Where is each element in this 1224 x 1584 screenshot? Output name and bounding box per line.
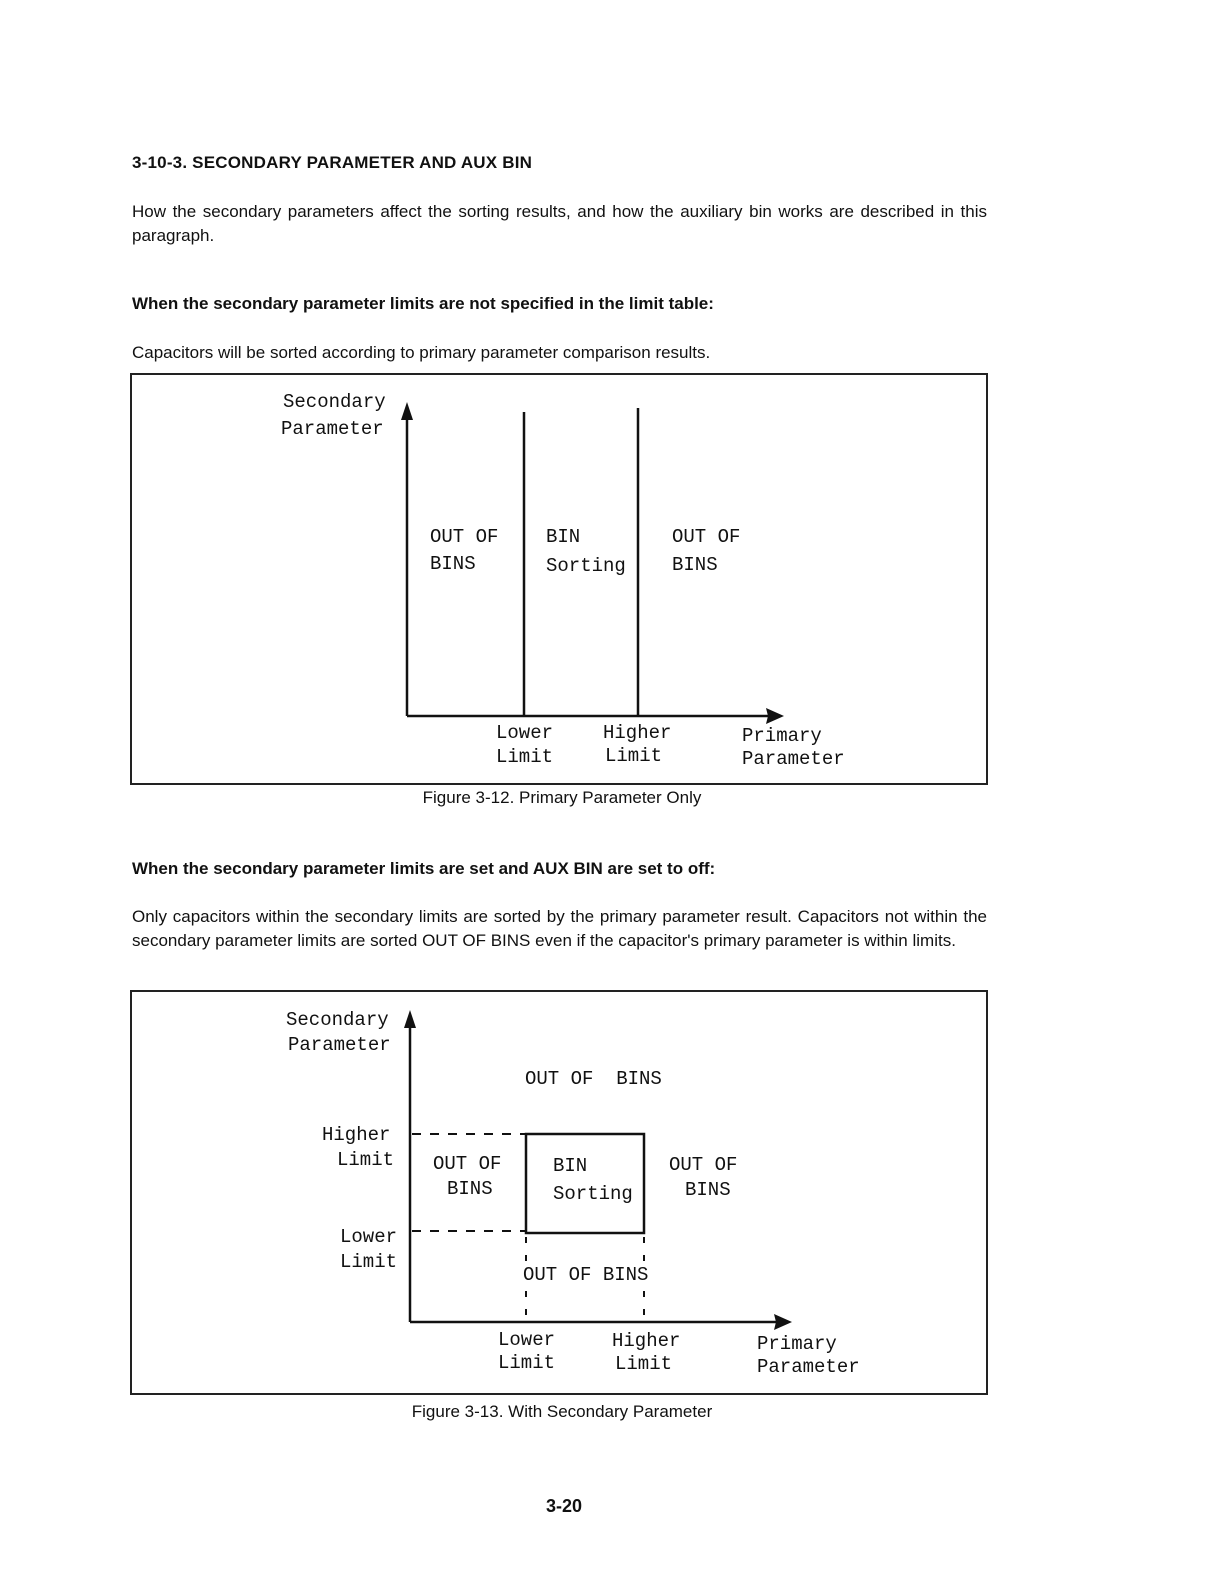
- fig1-right-region-1: OUT OF: [672, 526, 741, 548]
- fig1-x-label-2: Parameter: [742, 748, 845, 770]
- fig2-y-label-2: Parameter: [288, 1034, 391, 1056]
- fig1-y-arrowhead: [401, 402, 413, 420]
- fig2-left-region-2: BINS: [447, 1178, 493, 1200]
- fig1-x-arrowhead: [766, 708, 784, 724]
- fig1-left-region-2: BINS: [430, 553, 476, 575]
- fig2-higher-ytick-1: Higher: [322, 1124, 391, 1146]
- fig1-middle-region-1: BIN: [546, 526, 581, 548]
- fig2-top-region: OUT OF BINS: [525, 1068, 662, 1090]
- fig1-right-region-2: BINS: [672, 554, 718, 576]
- fig1-y-label-1: Secondary: [283, 391, 386, 413]
- fig2-center-region-1: BIN: [553, 1155, 588, 1177]
- case1-text: Capacitors will be sorted according to primary parameter comparison results.: [132, 343, 711, 362]
- fig2-left-region-1: OUT OF: [433, 1153, 502, 1175]
- fig2-x-label-1: Primary: [757, 1333, 837, 1355]
- page-number: 3-20: [545, 1496, 583, 1516]
- fig2-lower-ytick-2: Limit: [340, 1251, 398, 1273]
- fig2-higher-ytick-2: Limit: [337, 1149, 395, 1171]
- fig2-y-label-1: Secondary: [286, 1009, 389, 1031]
- fig2-higher-xtick-1: Higher: [612, 1330, 681, 1352]
- case2-heading: When the secondary parameter limits are set and AUX BIN are set to off:: [132, 859, 716, 878]
- fig2-x-label-2: Parameter: [757, 1356, 860, 1378]
- figure-3-12-caption: Figure 3-12. Primary Parameter Only: [422, 788, 702, 807]
- case2-text: Only capacitors within the secondary limits are sorted by the primary parameter result. Capacitors not within the secondary parameter limits are sorted OUT OF BINS even if the capacitor's primary parameter is within limits.: [132, 907, 987, 950]
- fig2-lower-ytick-1: Lower: [340, 1226, 398, 1248]
- section-heading: 3-10-3. SECONDARY PARAMETER AND AUX BIN: [132, 153, 533, 172]
- case1-heading: When the secondary parameter limits are not specified in the limit table:: [132, 294, 714, 313]
- fig2-right-region-1: OUT OF: [669, 1154, 738, 1176]
- fig1-middle-region-2: Sorting: [546, 555, 626, 577]
- fig2-lower-xtick-1: Lower: [498, 1329, 556, 1351]
- fig1-lower-tick-1: Lower: [496, 722, 554, 744]
- fig2-center-region-2: Sorting: [553, 1183, 633, 1205]
- fig2-higher-xtick-2: Limit: [615, 1353, 673, 1375]
- fig1-x-label-1: Primary: [742, 725, 822, 747]
- fig1-y-label-2: Parameter: [281, 418, 384, 440]
- fig2-lower-xtick-2: Limit: [498, 1352, 556, 1374]
- fig1-left-region-1: OUT OF: [430, 526, 499, 548]
- fig2-right-region-2: BINS: [685, 1179, 731, 1201]
- fig1-higher-tick-2: Limit: [605, 745, 663, 767]
- fig1-higher-tick-1: Higher: [603, 722, 672, 744]
- fig2-bottom-region: OUT OF BINS: [523, 1264, 649, 1286]
- intro-paragraph: How the secondary parameters affect the sorting results, and how the auxiliary bin works are described in this paragraph.: [132, 202, 987, 245]
- figure-3-13-caption: Figure 3-13. With Secondary Parameter: [411, 1402, 713, 1421]
- fig1-lower-tick-2: Limit: [496, 746, 554, 768]
